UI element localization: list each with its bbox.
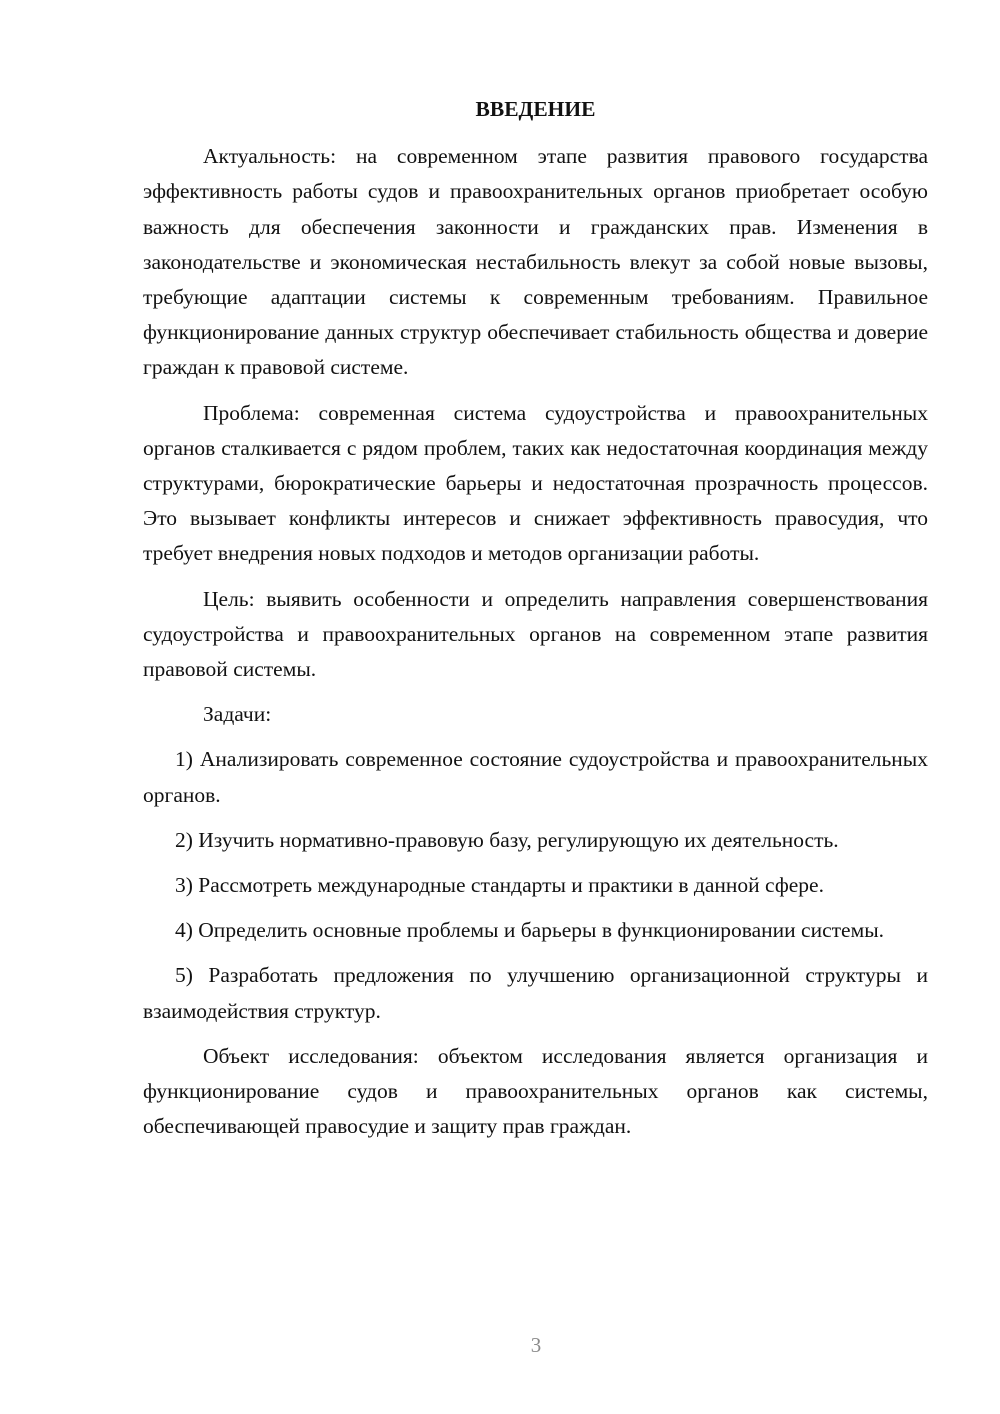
- task-item: 2) Изучить нормативно-правовую базу, регулирующую их деятельность.: [175, 827, 839, 852]
- task-item: 5) Разработать предложения по улучшению организационной структуры и взаимодействия структур.: [143, 963, 928, 1023]
- paragraph-relevance: Актуальность: на современном этапе развития правового государства эффективность работы судов и правоохранительных органов приобретает особую важность для обеспечения законности и гражданских прав. Изменения в законодательстве и экономическая нестабильность влекут за собой новые вызовы, требующие адаптации системы к современным требованиям. Правильное функционирование данных структур обеспечивает стабильность общества и доверие граждан к правовой системе.: [143, 144, 928, 380]
- page-number: 3: [530, 1333, 542, 1357]
- paragraph-goal: Цель: выявить особенности и определить направления совершенствования судоустройства и правоохранительных органов на современном этапе развития правовой системы.: [143, 586, 928, 682]
- section-heading: ВВЕДЕНИЕ: [475, 97, 596, 121]
- task-item: 1) Анализировать современное состояние судоустройства и правоохранительных органов.: [143, 747, 928, 807]
- paragraph-object: Объект исследования: объектом исследования является организация и функционирование судов и правоохранительных органов как системы, обеспечивающей правосудие и защиту прав граждан.: [143, 1043, 928, 1139]
- paragraph-problem: Проблема: современная система судоустройства и правоохранительных органов сталкивается с рядом проблем, таких как недостаточная координация между структурами, бюрократические барьеры и недостаточная прозрачность процессов. Это вызывает конфликты интересов и снижает эффективность правосудия, что требует внедрения новых подходов и методов организации работы.: [143, 400, 928, 566]
- task-item: 3) Рассмотреть международные стандарты и практики в данной сфере.: [175, 873, 824, 898]
- tasks-title: Задачи:: [203, 702, 272, 727]
- task-item: 4) Определить основные проблемы и барьеры в функционировании системы.: [175, 918, 885, 943]
- document-body: [143, 92, 928, 1154]
